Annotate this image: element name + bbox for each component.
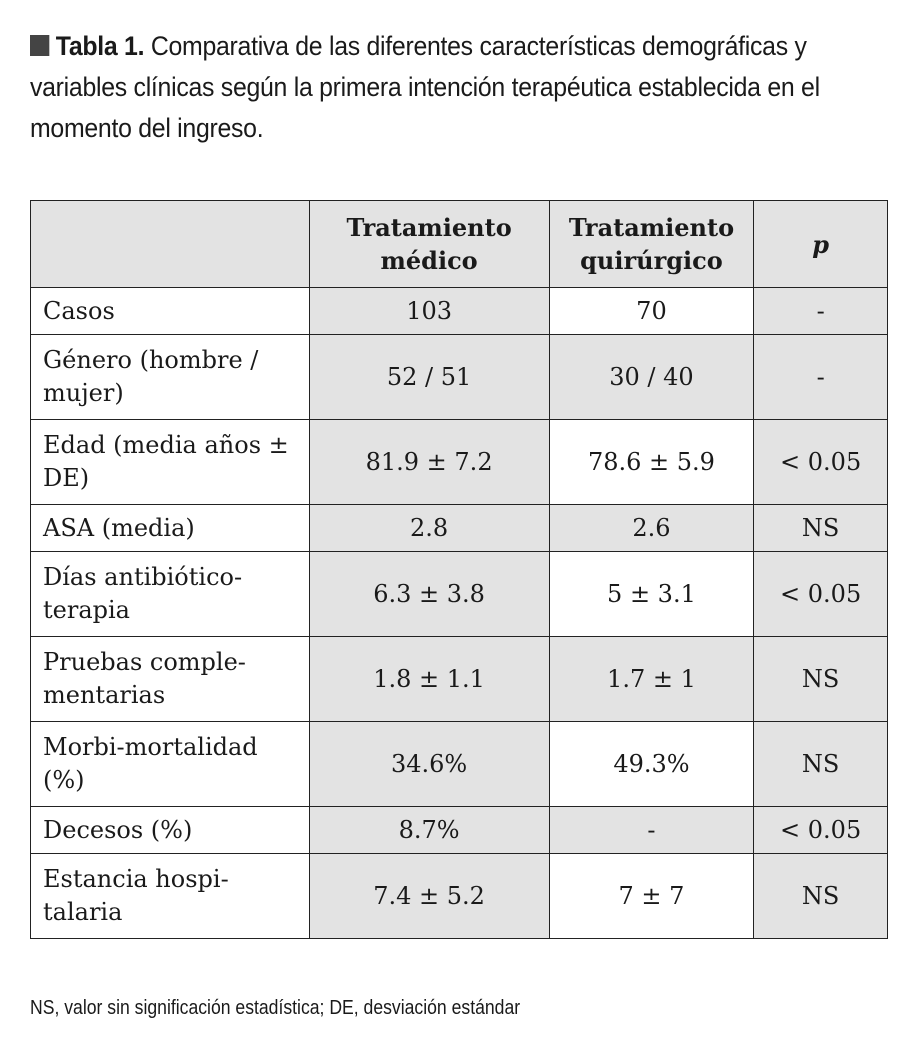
row-label: Días antibiótico-terapia (31, 552, 310, 637)
caption-text: Comparativa de las diferentes características demográficas y variables clínicas según la primera intención terapéutica establecida en el momento del ingreso. (30, 31, 820, 143)
cell-p: < 0.05 (754, 420, 888, 505)
cell-quirurgico: 78.6 ± 5.9 (549, 420, 754, 505)
row-label: Estancia hospi-talaria (31, 854, 310, 939)
footnote: NS, valor sin significación estadística; DE, desviación estándar (30, 997, 521, 1019)
cell-quirurgico: 2.6 (549, 505, 754, 552)
cell-p: - (754, 288, 888, 335)
cell-p: < 0.05 (754, 552, 888, 637)
cell-p: NS (754, 854, 888, 939)
cell-medico: 103 (309, 288, 549, 335)
table-row (31, 420, 888, 505)
cell-quirurgico: 5 ± 3.1 (549, 552, 754, 637)
table-row (31, 637, 888, 722)
table-row (31, 288, 888, 335)
row-label: Morbi-mortalidad (%) (31, 722, 310, 807)
cell-medico: 2.8 (309, 505, 549, 552)
cell-medico: 1.8 ± 1.1 (309, 637, 549, 722)
cell-p: NS (754, 505, 888, 552)
cell-medico: 52 / 51 (309, 335, 549, 420)
table-header-row (31, 201, 888, 288)
header-tratamiento-quirurgico: Tratamiento quirúrgico (549, 201, 754, 288)
cell-medico: 8.7% (309, 807, 549, 854)
row-label: Pruebas comple-mentarias (31, 637, 310, 722)
cell-medico: 7.4 ± 5.2 (309, 854, 549, 939)
cell-quirurgico: 7 ± 7 (549, 854, 754, 939)
row-label: Casos (31, 288, 310, 335)
cell-quirurgico: 30 / 40 (549, 335, 754, 420)
cell-p: NS (754, 637, 888, 722)
cell-p: NS (754, 722, 888, 807)
row-label: Edad (media años ± DE) (31, 420, 310, 505)
cell-p: < 0.05 (754, 807, 888, 854)
row-label: Género (hombre / mujer) (31, 335, 310, 420)
cell-medico: 6.3 ± 3.8 (309, 552, 549, 637)
header-tratamiento-medico: Tratamiento médico (309, 201, 549, 288)
cell-quirurgico: - (549, 807, 754, 854)
row-label: Decesos (%) (31, 807, 310, 854)
row-label: ASA (media) (31, 505, 310, 552)
table-row (31, 505, 888, 552)
header-p: p (754, 201, 888, 288)
cell-quirurgico: 70 (549, 288, 754, 335)
header-empty (31, 201, 310, 288)
table-row (31, 552, 888, 637)
table-row (31, 854, 888, 939)
caption-square-icon (30, 35, 49, 56)
comparison-table (30, 200, 888, 939)
table-row (31, 335, 888, 420)
cell-medico: 81.9 ± 7.2 (309, 420, 549, 505)
cell-quirurgico: 49.3% (549, 722, 754, 807)
table-row (31, 722, 888, 807)
table-caption (30, 26, 892, 149)
caption-label: Tabla 1. (55, 31, 145, 61)
table-row (31, 807, 888, 854)
cell-quirurgico: 1.7 ± 1 (549, 637, 754, 722)
cell-medico: 34.6% (309, 722, 549, 807)
cell-p: - (754, 335, 888, 420)
